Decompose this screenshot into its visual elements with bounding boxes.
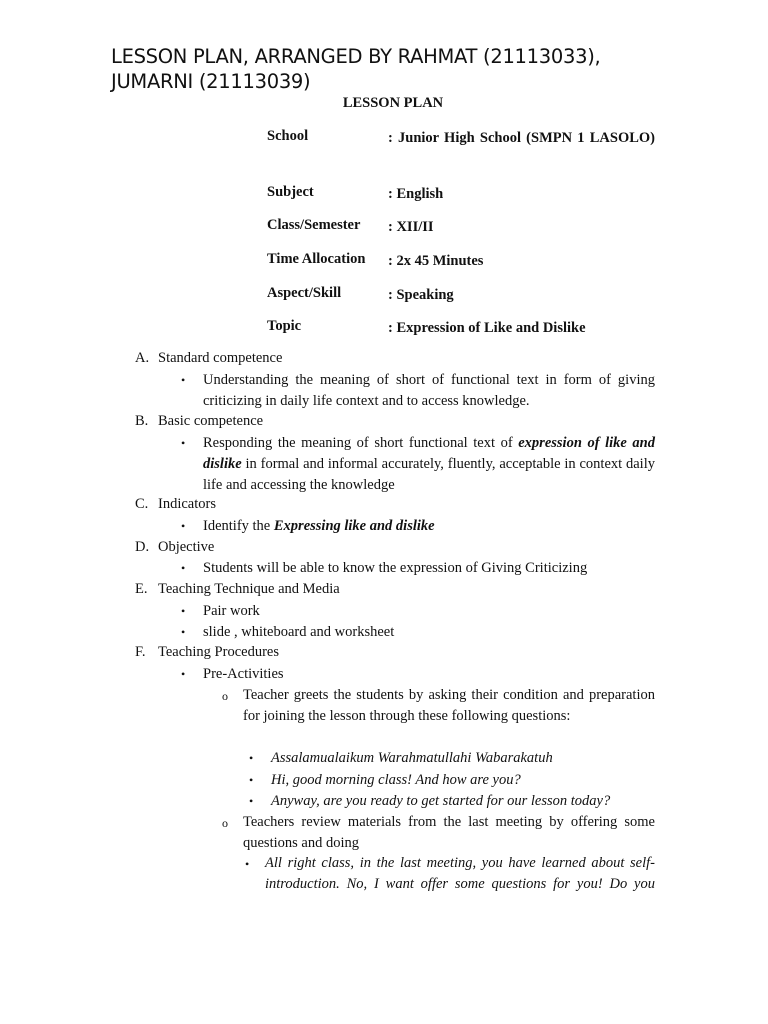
meta-label: Subject: [267, 184, 314, 200]
document-title: LESSON PLAN, ARRANGED BY RAHMAT (21113033), JUMARNI (21113039): [111, 45, 601, 93]
circle-bullet-icon: o: [222, 816, 228, 830]
review-question-text: All right class, in the last meeting, you have learned about self-introduction. No, I want offer some questions for you! Do you: [265, 855, 655, 892]
lesson-plan-heading: LESSON PLAN: [342, 95, 444, 111]
meta-label: School: [267, 128, 309, 144]
bullet-icon: •: [249, 794, 254, 808]
bullet-icon: •: [181, 519, 186, 533]
bullet-icon: •: [181, 667, 186, 681]
meta-value: : English: [388, 186, 444, 202]
bullet-icon: •: [181, 625, 186, 639]
bullet-icon: •: [181, 561, 186, 575]
bullet-icon: •: [245, 857, 250, 871]
section-title-teaching-procedures: Teaching Procedures: [158, 644, 279, 660]
media-item: slide , whiteboard and worksheet: [203, 624, 395, 640]
meta-value: : Junior High School (SMPN 1 LASOLO): [388, 130, 655, 146]
section-title-standard-competence: Standard competence: [158, 350, 283, 366]
meta-value: : 2x 45 Minutes: [388, 253, 484, 269]
technique-item: Pair work: [203, 603, 260, 619]
bullet-icon: •: [181, 604, 186, 618]
meta-value: : Expression of Like and Dislike: [388, 320, 586, 336]
section-letter: E.: [135, 581, 148, 597]
pre-activities-label: Pre-Activities: [203, 666, 284, 682]
emphasis: expression of like and dislike: [203, 435, 655, 472]
section-letter: F.: [135, 644, 146, 660]
bullet-icon: •: [181, 436, 186, 450]
section-title-basic-competence: Basic competence: [158, 413, 264, 429]
meta-value: : XII/II: [388, 219, 434, 235]
section-letter: D.: [135, 539, 150, 555]
bullet-icon: •: [249, 751, 254, 765]
basic-competence-text: Responding the meaning of short functional text of expression of like and dislike in formal and informal accurately, fluently, acceptable in context daily life and accessing the knowledge: [203, 435, 655, 493]
section-title-indicators: Indicators: [158, 496, 216, 512]
section-letter: C.: [135, 496, 149, 512]
greeting-question: Hi, good morning class! And how are you?: [271, 772, 521, 788]
meta-label: Aspect/Skill: [267, 285, 342, 301]
meta-label: Class/Semester: [267, 217, 361, 233]
greeting-question: Anyway, are you ready to get started for our lesson today?: [271, 793, 611, 809]
standard-competence-text: Understanding the meaning of short of functional text in form of giving criticizing in daily life context and to access knowledge.: [203, 372, 655, 409]
bullet-icon: •: [181, 373, 186, 387]
meta-value: : Speaking: [388, 287, 454, 303]
review-step-text: Teachers review materials from the last meeting by offering some questions and doing: [243, 814, 655, 851]
emphasis: Expressing like and dislike: [273, 518, 435, 534]
indicators-text: Identify the Expressing like and dislike: [203, 518, 435, 534]
objective-text: Students will be able to know the expression of Giving Criticizing: [203, 560, 588, 576]
section-title-teaching-technique: Teaching Technique and Media: [158, 581, 340, 597]
section-title-objective: Objective: [158, 539, 215, 555]
bullet-icon: •: [249, 773, 254, 787]
section-letter: B.: [135, 413, 149, 429]
meta-label: Time Allocation: [267, 251, 366, 267]
greeting-question: Assalamualaikum Warahmatullahi Wabarakatuh: [271, 750, 553, 766]
greeting-step-text: Teacher greets the students by asking their condition and preparation for joining the lesson through these following questions:: [243, 687, 655, 724]
meta-label: Topic: [267, 318, 302, 334]
section-letter: A.: [135, 350, 150, 366]
circle-bullet-icon: o: [222, 689, 228, 703]
